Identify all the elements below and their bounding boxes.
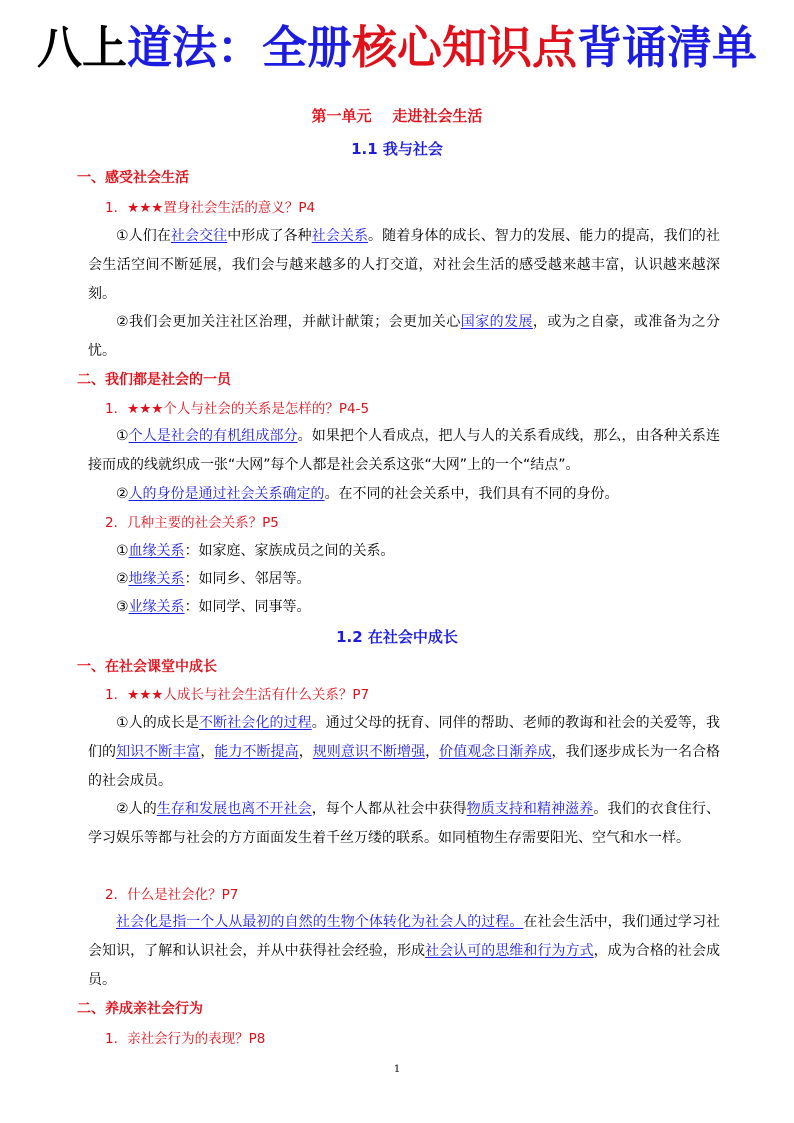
paragraph: ①人们在社会交往中形成了各种社会关系。随着身体的成长、智力的发展、能力的提高，我们的社会生活空间不断延展，我们会与越来越多的人打交道，对社会生活的感受越来越丰富，认识越来越深刻。	[88, 228, 721, 302]
question-heading: 2．什么是社会化？P7	[105, 887, 239, 903]
key-term: 血缘关系	[128, 543, 185, 559]
unit-title: 第一单元 走进社会生活	[311, 107, 483, 125]
paragraph: ②我们会更加关注社区治理，并献计献策；会更加关心国家的发展，或为之自豪，或准备为之分忧。	[88, 314, 721, 359]
list-item: ②地缘关系：如同乡、邻居等。	[116, 571, 311, 587]
key-term: 地缘关系	[128, 571, 185, 587]
lesson-title-1-2: 1.2 在社会中成长	[336, 628, 458, 646]
title-part-subject: 道法：全册	[126, 21, 352, 74]
list-item: ①血缘关系：如家庭、家族成员之间的关系。	[116, 543, 395, 559]
key-term: 规则意识不断增强	[312, 744, 426, 760]
key-term: 不断社会化的过程	[199, 715, 312, 731]
key-term: 社会认可的思维和行为方式	[425, 943, 594, 959]
title-part-grade: 八上	[36, 21, 127, 74]
page-number: 1	[393, 1064, 401, 1075]
key-term: 社会交往	[170, 228, 228, 244]
list-item: ③业缘关系：如同学、同事等。	[116, 599, 311, 615]
question-heading: 1．亲社会行为的表现？P8	[105, 1031, 266, 1047]
section-heading: 一、感受社会生活	[77, 170, 189, 186]
key-term: 能力不断提高	[214, 744, 299, 760]
question-heading: 1．★★★人成长与社会生活有什么关系？P7	[105, 687, 370, 703]
title-part-core: 核心知识点	[352, 21, 578, 74]
key-term: 个人是社会的有机组成部分	[128, 428, 298, 444]
paragraph: ①个人是社会的有机组成部分。如果把个人看成点，把人与人的关系看成线，那么，由各种关系连接而成的线就织成一张“大网”每个人都是社会关系这张“大网”上的一个“结点”。	[88, 428, 720, 473]
section-heading: 二、养成亲社会行为	[77, 1001, 203, 1017]
paragraph: 社会化是指一个人从最初的自然的生物个体转化为社会人的过程。在社会生活中，我们通过学习社会知识，了解和认识社会，并从中获得社会经验，形成社会认可的思维和行为方式，成为合格的社会成员。	[88, 914, 721, 988]
paragraph: ②人的生存和发展也离不开社会，每个人都从社会中获得物质支持和精神滋养。我们的衣食住行、学习娱乐等都与社会的方方面面发生着千丝万缕的联系。如同植物生存需要阳光、空气和水一样。	[88, 801, 721, 846]
question-heading: 1．★★★个人与社会的关系是怎样的？P4-5	[105, 401, 370, 417]
question-heading: 2．几种主要的社会关系？P5	[105, 515, 279, 531]
key-term: 价值观念日渐养成	[439, 744, 552, 760]
title-part-list: 背诵清单	[577, 21, 758, 74]
question-heading: 1．★★★置身社会生活的意义？P4	[105, 200, 316, 216]
paragraph: ②人的身份是通过社会关系确定的。在不同的社会关系中，我们具有不同的身份。	[116, 486, 619, 502]
key-term: 社会化是指一个人从最初的自然的生物个体转化为社会人的过程。	[116, 914, 524, 930]
paragraph: ①人的成长是不断社会化的过程。通过父母的抚育、同伴的帮助、老师的教诲和社会的关爱等，我们的知识不断丰富，能力不断提高，规则意识不断增强，价值观念日渐养成，我们逐步成长为一名合格的社会成员。	[88, 715, 721, 789]
main-title	[0, 16, 794, 80]
key-term: 知识不断丰富	[116, 744, 201, 760]
section-heading: 二、我们都是社会的一员	[77, 372, 231, 388]
key-term: 生存和发展也离不开社会	[156, 801, 312, 817]
key-term: 业缘关系	[128, 599, 185, 615]
key-term: 国家的发展	[460, 314, 533, 330]
key-term: 物质支持和精神滋养	[466, 801, 594, 817]
key-term: 人的身份是通过社会关系确定的	[128, 486, 325, 502]
section-heading: 一、在社会课堂中成长	[77, 659, 217, 675]
lesson-title-1-1: 1.1 我与社会	[351, 140, 443, 158]
key-term: 社会关系	[311, 228, 369, 244]
